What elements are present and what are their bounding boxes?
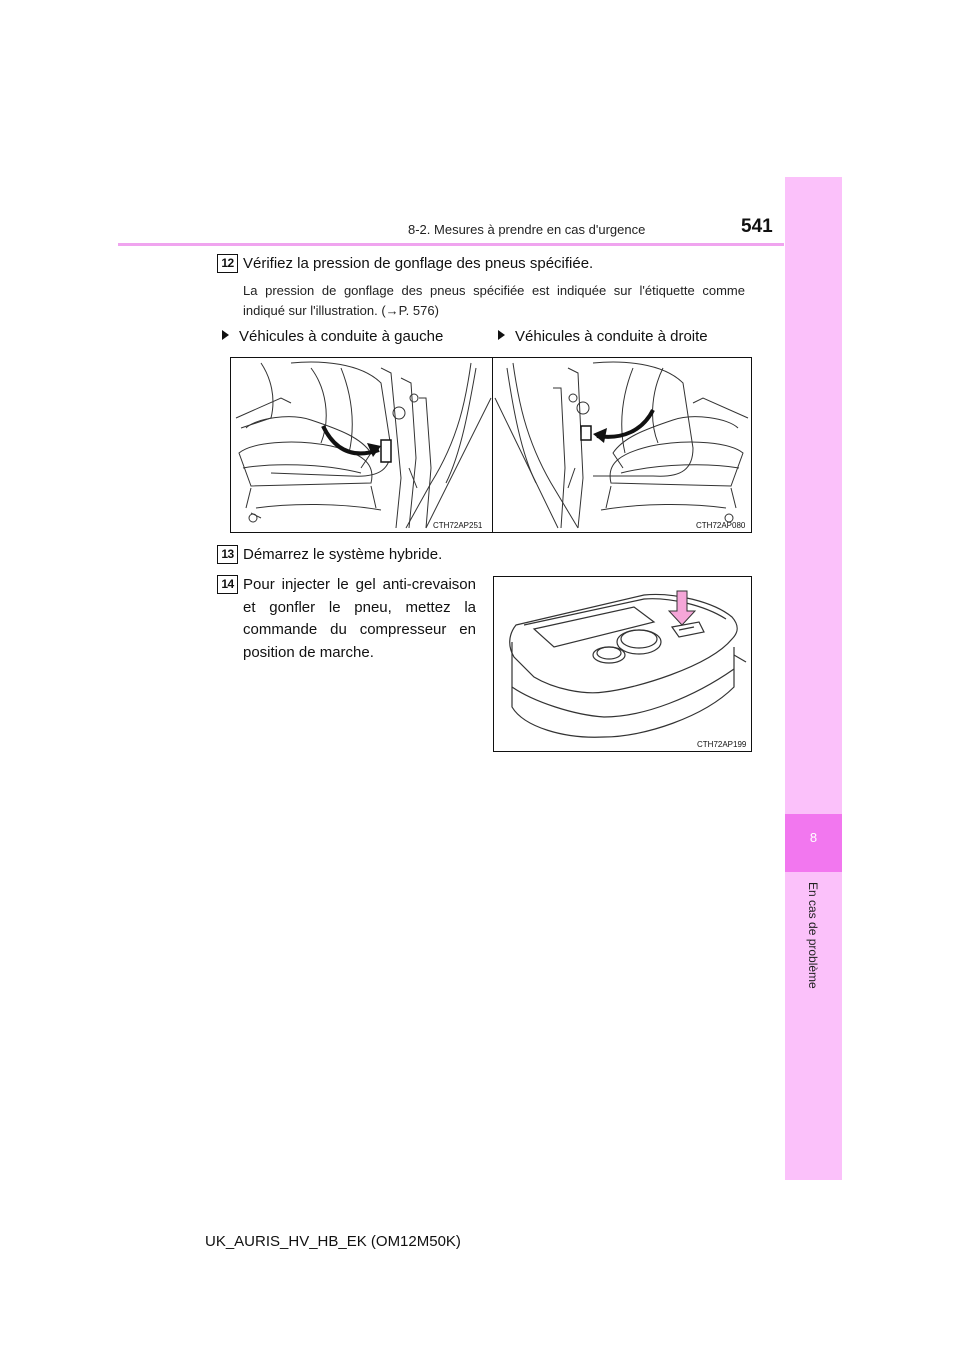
figure-rhd-seat	[492, 357, 752, 533]
side-tab-label: En cas de problème	[806, 882, 820, 989]
variant-right-label: Véhicules à conduite à droite	[498, 328, 708, 345]
step-badge-12: 12	[217, 254, 238, 273]
figure-code-rhd: CTH72AP080	[696, 521, 746, 530]
variant-left-label: Véhicules à conduite à gauche	[222, 328, 443, 345]
header-rule	[118, 243, 784, 246]
seat-door-illustration-lhd	[231, 358, 493, 532]
side-tab-strip	[785, 177, 842, 1180]
page-number: 541	[741, 216, 773, 237]
step-13-text: Démarrez le système hybride.	[243, 546, 443, 563]
figure-code-compressor: CTH72AP199	[697, 740, 747, 749]
step-badge-14: 14	[217, 575, 238, 594]
figure-compressor	[493, 576, 752, 752]
figure-lhd-seat	[230, 357, 494, 533]
running-header-section: 8-2. Mesures à prendre en cas d'urgence	[408, 222, 646, 237]
footer-model-code: UK_AURIS_HV_HB_EK (OM12M50K)	[205, 1233, 461, 1250]
figure-code-lhd: CTH72AP251	[433, 521, 483, 530]
triangle-bullet-icon	[222, 330, 229, 340]
step-badge-13: 13	[217, 545, 238, 564]
compressor-illustration	[494, 577, 751, 751]
step-14-text: Pour injecter le gel anti-crevaison et gonfler le pneu, mettez la commande du compresseur en position de marche.	[243, 576, 476, 661]
step-12-note: La pression de gonflage des pneus spécifiée est indiquée sur l'étiquette comme indiqué sur l'illustration. (→P. 576)	[243, 283, 745, 318]
step-12-text: Vérifiez la pression de gonflage des pneus spécifiée.	[243, 255, 594, 272]
side-tab-number: 8	[809, 830, 818, 845]
seat-door-illustration-rhd	[493, 358, 751, 532]
triangle-bullet-icon	[498, 330, 505, 340]
